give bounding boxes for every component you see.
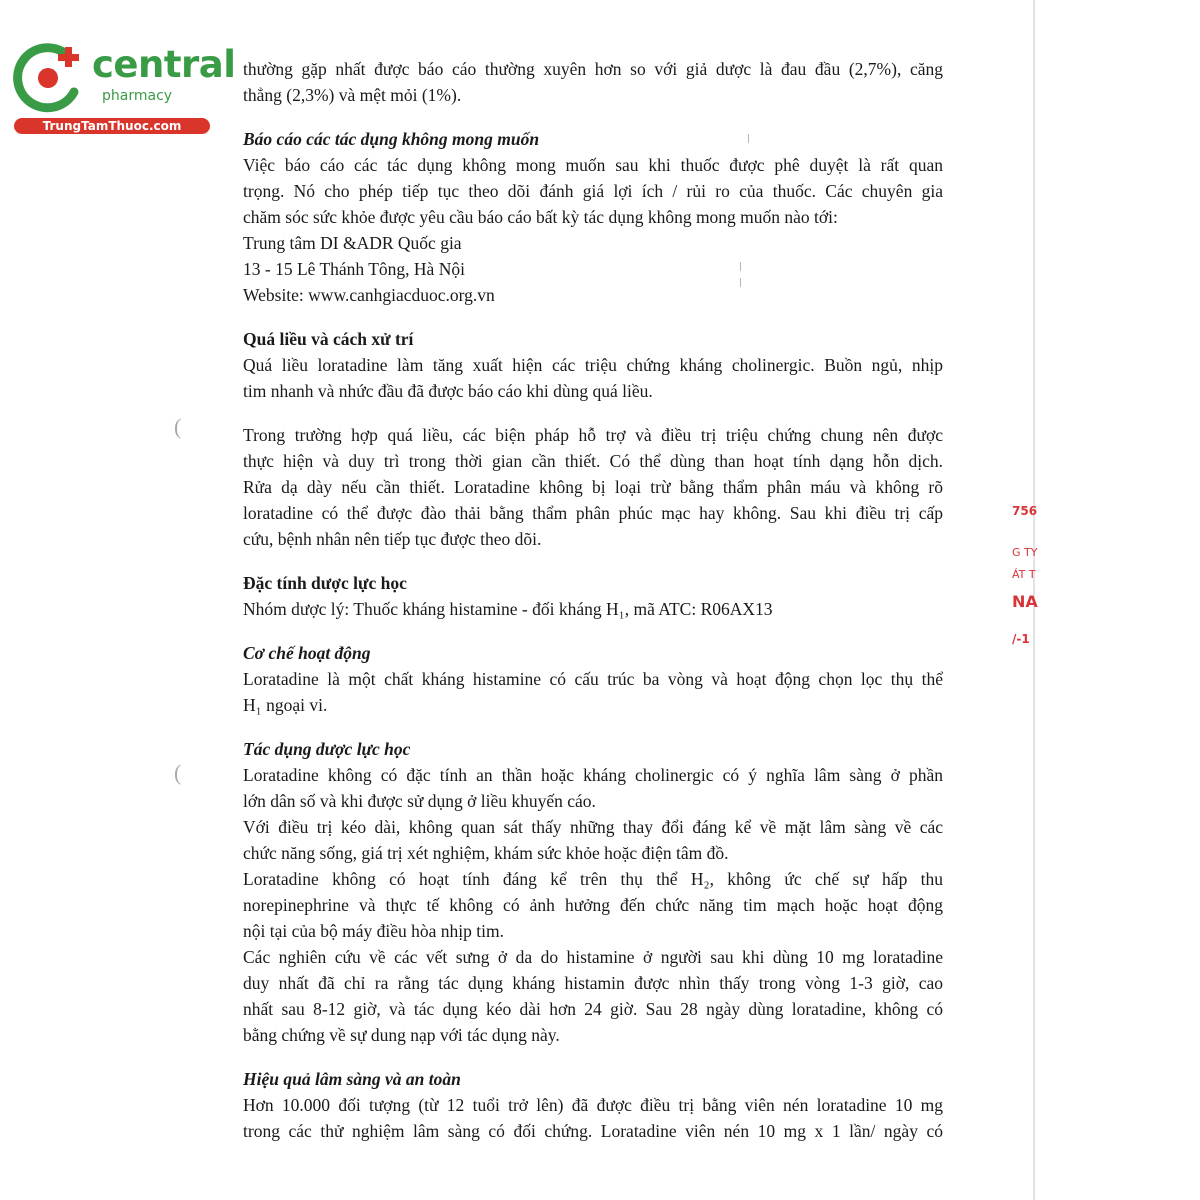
report-line: trọng. Nó cho phép tiếp tục theo dõi đánh giá lợi ích / rủi ro của thuốc. Các chuyên gia — [243, 181, 943, 201]
section-heading-report: Báo cáo các tác dụng không mong muốn — [243, 129, 540, 149]
effects-line: nội tại của bộ máy điều hòa nhịp tim. — [243, 921, 504, 941]
overdose-line: thực hiện và duy trì trong thời gian cần thiết. Có thể dùng than hoạt tính dạng hỗn dịch. — [243, 451, 943, 471]
section-heading-mechanism: Cơ chế hoạt động — [243, 643, 371, 663]
report-address: 13 - 15 Lê Thánh Tông, Hà Nội — [243, 259, 465, 279]
overdose-line: Rửa dạ dày nếu cần thiết. Loratadine không bị loại trừ bằng thẩm phân máu và không rõ — [243, 477, 943, 497]
effects-line: Loratadine không có hoạt tính đáng kể trên thụ thể H₂, không ức chế sự hấp thu — [243, 869, 943, 889]
mechanism-line: H₁ ngoại vi. — [243, 695, 328, 715]
effects-line: duy nhất đã chỉ ra rằng tác dụng kháng histamin được nhìn thấy trong vòng 1-3 giờ, cao — [243, 973, 943, 993]
effects-line: lớn dân số và khi được sử dụng ở liều khuyến cáo. — [243, 791, 596, 811]
stamp-fragment: G TY — [1012, 546, 1038, 559]
document-body — [243, 56, 943, 1144]
scan-mark — [740, 262, 741, 271]
mechanism-line: Loratadine là một chất kháng histamine có cấu trúc ba vòng và hoạt động chọn lọc thụ thể — [243, 669, 943, 689]
stamp-fragment: NA — [1012, 592, 1038, 611]
section-heading-overdose: Quá liều và cách xử trí — [243, 329, 414, 349]
effects-line: nhất sau 8-12 giờ, và tác dụng kéo dài hơn 24 giờ. Sau 28 ngày dùng loratadine, không có — [243, 999, 943, 1019]
effects-line: norepinephrine và thực tế không có ảnh hưởng đến chức năng tim mạch hoặc hoạt động — [243, 895, 943, 915]
overdose-line: cứu, bệnh nhân nên tiếp tục được theo dõi. — [243, 529, 542, 549]
intro-line: thường gặp nhất được báo cáo thường xuyên hơn so với giả dược là đau đầu (2,7%), căng — [243, 59, 943, 79]
official-stamp — [1010, 490, 1038, 660]
pharmacological-group: Nhóm dược lý: Thuốc kháng histamine - đối kháng H₁, mã ATC: R06AX13 — [243, 599, 773, 619]
intro-line: thẳng (2,3%) và mệt mỏi (1%). — [243, 85, 462, 105]
stamp-fragment: 756 — [1012, 504, 1038, 518]
effects-line: Loratadine không có đặc tính an thần hoặc kháng cholinergic có ý nghĩa lâm sàng ở phần — [243, 765, 943, 785]
scan-mark — [740, 278, 741, 287]
section-heading-clinical: Hiệu quả lâm sàng và an toàn — [243, 1069, 461, 1089]
report-line: Việc báo cáo các tác dụng không mong muốn sau khi thuốc được phê duyệt là rất quan — [243, 155, 943, 175]
logo-brand-name: central — [92, 43, 236, 86]
section-heading-effects: Tác dụng dược lực học — [243, 739, 411, 759]
stamp-fragment: /-1 — [1012, 632, 1030, 646]
report-website: Website: www.canhgiacduoc.org.vn — [243, 285, 495, 305]
clinical-line: Hơn 10.000 đối tượng (từ 12 tuổi trở lên) đã được điều trị bằng viên nén loratadine 10 mg — [243, 1095, 943, 1115]
overdose-line: Trong trường hợp quá liều, các biện pháp hỗ trợ và điều trị triệu chứng chung nên được — [243, 425, 943, 445]
overdose-line: Quá liều loratadine làm tăng xuất hiện các triệu chứng kháng cholinergic. Buồn ngủ, nhịp — [243, 355, 943, 375]
section-heading-pharmacodynamics: Đặc tính dược lực học — [243, 573, 407, 593]
overdose-line: loratadine có thể được đào thải bằng thẩm phân phúc mạc hay không. Sau khi điều trị cấp — [243, 503, 943, 523]
report-center-name: Trung tâm DI &ADR Quốc gia — [243, 233, 462, 253]
stamp-fragment: ÁT T — [1012, 568, 1036, 581]
pharmacy-logo-icon — [10, 38, 90, 118]
effects-line: Với điều trị kéo dài, không quan sát thấy những thay đổi đáng kể về mặt lâm sàng về các — [243, 817, 943, 837]
clinical-line: trong các thử nghiệm lâm sàng có đối chứng. Loratadine viên nén 10 mg x 1 lần/ ngày có — [243, 1121, 943, 1141]
report-line: chăm sóc sức khỏe được yêu cầu báo cáo bất kỳ tác dụng không mong muốn nào tới: — [243, 207, 838, 227]
scan-mark: ( — [174, 414, 182, 439]
logo-brand-sub: pharmacy — [102, 88, 173, 104]
scan-mark — [748, 134, 749, 143]
effects-line: bằng chứng về sự dung nạp với tác dụng này. — [243, 1025, 560, 1045]
scan-mark: ( — [174, 760, 182, 785]
logo-website-link[interactable]: TrungTamThuoc.com — [14, 118, 210, 134]
effects-line: chức năng sống, giá trị xét nghiệm, khám sức khỏe hoặc điện tâm đồ. — [243, 843, 729, 863]
effects-line: Các nghiên cứu về các vết sưng ở da do histamine ở người sau khi dùng 10 mg loratadine — [243, 947, 943, 967]
central-pharmacy-logo[interactable] — [10, 38, 236, 138]
overdose-line: tim nhanh và nhức đầu đã được báo cáo khi dùng quá liều. — [243, 381, 653, 401]
